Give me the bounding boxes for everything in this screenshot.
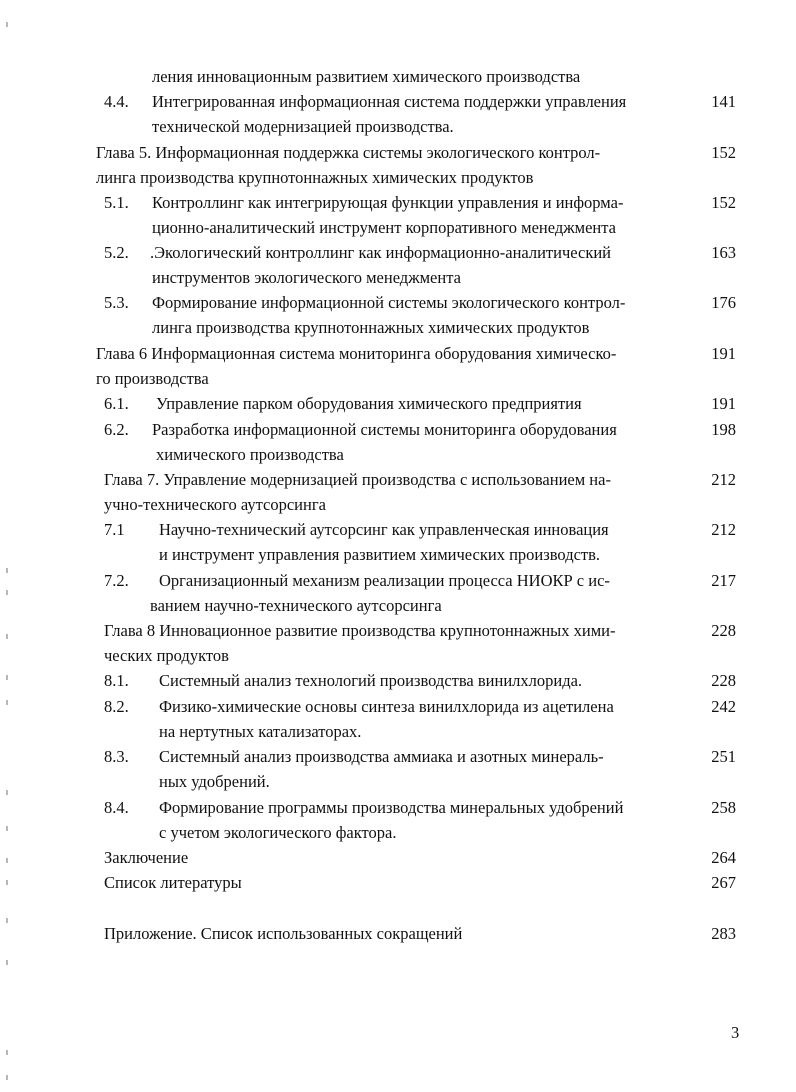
- section-number: 5.1.: [104, 193, 129, 212]
- page-ref: 152: [711, 143, 736, 162]
- toc-line: инструментов экологического менеджмента: [152, 268, 461, 287]
- section-number: 7.1: [104, 520, 125, 539]
- scan-speck: [6, 960, 8, 965]
- page-ref: 283: [711, 924, 736, 943]
- page-ref: 152: [711, 193, 736, 212]
- section-number: 6.1.: [104, 394, 129, 413]
- page-ref: 212: [711, 520, 736, 539]
- chapter-heading: линга производства крупнотоннажных химических продуктов: [96, 168, 534, 187]
- references-heading: Список литературы: [104, 873, 242, 892]
- chapter-heading: Глава 6 Информационная система мониторинга оборудования химическо-: [96, 344, 617, 363]
- toc-line: Интегрированная информационная система поддержки управления: [152, 92, 627, 111]
- scan-speck: [6, 634, 8, 639]
- section-number: 5.3.: [104, 293, 129, 312]
- scan-speck: [6, 918, 8, 923]
- chapter-heading: ческих продуктов: [104, 646, 229, 665]
- toc-line: Разработка информационной системы мониторинга оборудования: [152, 420, 617, 439]
- page-ref: 212: [711, 470, 736, 489]
- scan-speck: [6, 590, 8, 595]
- scan-speck: [6, 880, 8, 885]
- scan-speck: [6, 1050, 8, 1055]
- page-ref: 163: [711, 243, 736, 262]
- scan-speck: [6, 1075, 8, 1080]
- toc-line: Системный анализ производства аммиака и азотных минераль-: [159, 747, 604, 766]
- chapter-heading: Глава 5. Информационная поддержка системы экологического контрол-: [96, 143, 601, 162]
- page-ref: 217: [711, 571, 736, 590]
- section-number: 8.4.: [104, 798, 129, 817]
- toc-line: ционно-аналитический инструмент корпоративного менеджмента: [152, 218, 616, 237]
- toc-line: химического производства: [156, 445, 344, 464]
- page-ref: 191: [711, 344, 736, 363]
- toc-line: технической модернизацией производства.: [152, 117, 454, 136]
- page-ref: 176: [711, 293, 736, 312]
- toc-line: на нертутных катализаторах.: [159, 722, 362, 741]
- scan-speck: [6, 858, 8, 863]
- section-number: 7.2.: [104, 571, 129, 590]
- section-number: 8.1.: [104, 671, 129, 690]
- page-ref: 267: [711, 873, 736, 892]
- scan-speck: [6, 568, 8, 573]
- toc-line: Физико-химические основы синтеза винилхлорида из ацетилена: [159, 697, 614, 716]
- toc-line: с учетом экологического фактора.: [159, 823, 397, 842]
- page-ref: 228: [711, 671, 736, 690]
- section-number: 5.2.: [104, 243, 129, 262]
- chapter-heading: учно-технического аутсорсинга: [104, 495, 326, 514]
- toc-line: Управление парком оборудования химического предприятия: [156, 394, 582, 413]
- section-number: 6.2.: [104, 420, 129, 439]
- toc-line: ванием научно-технического аутсорсинга: [150, 596, 442, 615]
- page-ref: 251: [711, 747, 736, 766]
- scan-speck: [6, 790, 8, 795]
- toc-line: .Экологический контроллинг как информационно-аналитический: [150, 243, 612, 262]
- scan-speck: [6, 22, 8, 27]
- scan-speck: [6, 700, 8, 705]
- toc-line: Контроллинг как интегрирующая функции управления и информа-: [152, 193, 624, 212]
- section-number: 8.2.: [104, 697, 129, 716]
- page-ref: 258: [711, 798, 736, 817]
- toc-line: линга производства крупнотоннажных химических продуктов: [152, 318, 590, 337]
- section-number: 8.3.: [104, 747, 129, 766]
- scan-speck: [6, 675, 8, 680]
- toc-line: Организационный механизм реализации процесса НИОКР с ис-: [159, 571, 610, 590]
- toc-line: и инструмент управления развитием химических производств.: [159, 545, 601, 564]
- page-ref: 198: [711, 420, 736, 439]
- page-ref: 228: [711, 621, 736, 640]
- appendix-heading: Приложение. Список использованных сокращений: [104, 924, 463, 943]
- conclusion-heading: Заключение: [104, 848, 189, 867]
- page-number: 3: [731, 1023, 740, 1042]
- chapter-heading: Глава 8 Инновационное развитие производства крупнотоннажных хими-: [104, 621, 616, 640]
- chapter-heading: го производства: [96, 369, 209, 388]
- toc-line: ных удобрений.: [159, 772, 270, 791]
- page-ref: 242: [711, 697, 736, 716]
- section-number: 4.4.: [104, 92, 129, 111]
- page-ref: 141: [711, 92, 736, 111]
- toc-line: Системный анализ технологий производства винилхлорида.: [159, 671, 583, 690]
- page-ref: 191: [711, 394, 736, 413]
- toc-line: Научно-технический аутсорсинг как управленческая инновация: [159, 520, 609, 539]
- scan-speck: [6, 826, 8, 831]
- page-ref: 264: [711, 848, 736, 867]
- toc-line: Формирование программы производства минеральных удобрений: [159, 798, 624, 817]
- toc-line: Формирование информационной системы экологического контрол-: [152, 293, 626, 312]
- chapter-heading: Глава 7. Управление модернизацией производства с использованием на-: [104, 470, 611, 489]
- toc-line: ления инновационным развитием химического производства: [152, 67, 581, 86]
